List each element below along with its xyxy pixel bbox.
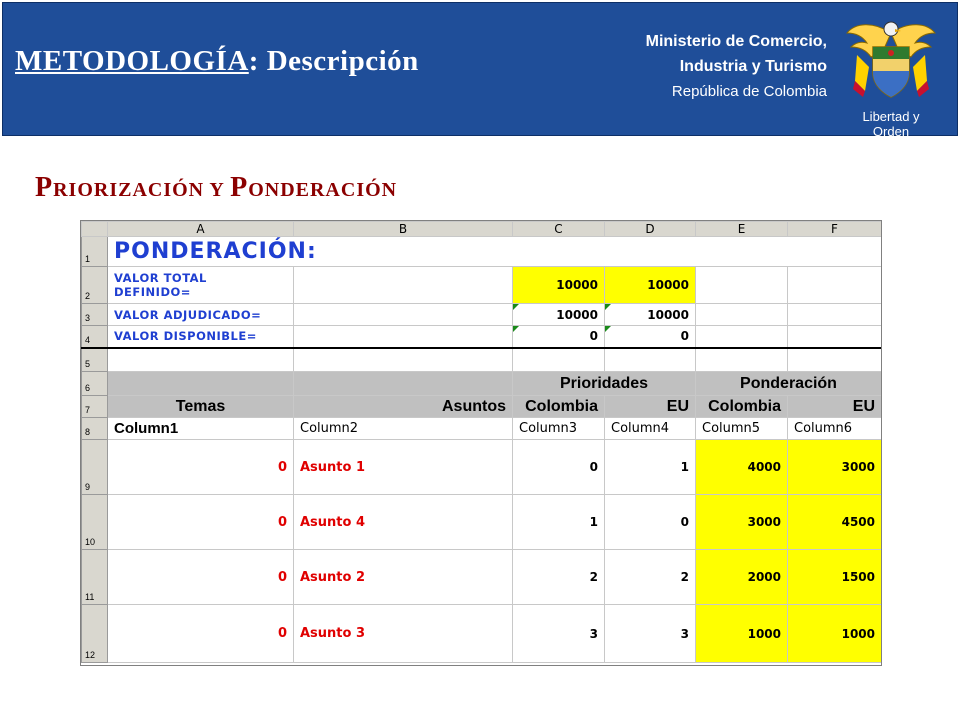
row-header[interactable]: 8: [82, 418, 108, 440]
title-underlined: METODOLOGÍA: [15, 45, 249, 77]
cell-f2[interactable]: [788, 267, 882, 304]
row-header[interactable]: 2: [82, 267, 108, 304]
slide-title: [15, 45, 419, 78]
prioridad-eu-value[interactable]: 0: [605, 495, 696, 550]
column-header-c[interactable]: C: [513, 222, 605, 237]
ponderacion-eu-value[interactable]: 3000: [788, 440, 882, 495]
column-name-4[interactable]: Column4: [605, 418, 696, 440]
valor-adjudicado-colombia[interactable]: 10000: [513, 304, 605, 326]
cell-a6[interactable]: [108, 372, 294, 396]
prioridad-colombia-value[interactable]: 2: [513, 550, 605, 605]
label-valor-disponible[interactable]: VALOR DISPONIBLE=: [108, 326, 294, 348]
row-header[interactable]: 5: [82, 348, 108, 372]
asunto-value[interactable]: Asunto 3: [294, 605, 513, 663]
table-row: [82, 326, 882, 348]
ponderacion-colombia-value[interactable]: 1000: [696, 605, 788, 663]
tema-value[interactable]: 0: [108, 440, 294, 495]
row-header[interactable]: 4: [82, 326, 108, 348]
column-name-1[interactable]: Column1: [108, 418, 294, 440]
cell-b6[interactable]: [294, 372, 513, 396]
column-header-d[interactable]: D: [605, 222, 696, 237]
table-row: [82, 550, 882, 605]
banner-background: [2, 2, 958, 139]
header-asuntos[interactable]: Asuntos: [294, 396, 513, 418]
column-header-row: [82, 222, 882, 237]
label-valor-adjudicado[interactable]: VALOR ADJUDICADO=: [108, 304, 294, 326]
column-name-5[interactable]: Column5: [696, 418, 788, 440]
valor-disponible-colombia[interactable]: 0: [513, 326, 605, 348]
header-prioridad-eu[interactable]: EU: [605, 396, 696, 418]
column-header-a[interactable]: A: [108, 222, 294, 237]
table-row: [82, 495, 882, 550]
tema-value[interactable]: 0: [108, 550, 294, 605]
header-prioridades[interactable]: Prioridades: [513, 372, 696, 396]
heading-part-2: ONDERACIÓN: [248, 179, 398, 201]
coat-of-arms-logo: [843, 11, 939, 139]
seal-caption: Libertad y Orden: [862, 109, 920, 139]
column-header-f[interactable]: F: [788, 222, 882, 237]
ponderacion-colombia-value[interactable]: 3000: [696, 495, 788, 550]
cell-b4[interactable]: [294, 326, 513, 348]
column-header-b[interactable]: B: [294, 222, 513, 237]
ponderacion-title[interactable]: PONDERACIÓN:: [108, 237, 882, 267]
tema-value[interactable]: 0: [108, 495, 294, 550]
prioridad-colombia-value[interactable]: 1: [513, 495, 605, 550]
cell-f3[interactable]: [788, 304, 882, 326]
header-ponderacion-colombia[interactable]: Colombia: [696, 396, 788, 418]
row-header[interactable]: 6: [82, 372, 108, 396]
cell-e2[interactable]: [696, 267, 788, 304]
cell-c5[interactable]: [513, 348, 605, 372]
label-valor-total[interactable]: VALOR TOTAL DEFINIDO=: [108, 267, 294, 304]
prioridad-colombia-value[interactable]: 0: [513, 440, 605, 495]
header-banner: [0, 0, 960, 137]
header-ponderacion-eu[interactable]: EU: [788, 396, 882, 418]
row-header[interactable]: 3: [82, 304, 108, 326]
cell-f5[interactable]: [788, 348, 882, 372]
prioridad-eu-value[interactable]: 2: [605, 550, 696, 605]
spreadsheet: [80, 220, 882, 666]
ponderacion-eu-value[interactable]: 4500: [788, 495, 882, 550]
row-header[interactable]: 11: [82, 550, 108, 605]
cell-b5[interactable]: [294, 348, 513, 372]
row-header[interactable]: 1: [82, 237, 108, 267]
table-row: [82, 304, 882, 326]
row-header[interactable]: 9: [82, 440, 108, 495]
cell-a5[interactable]: [108, 348, 294, 372]
condor-shield-icon: [843, 11, 939, 107]
ministry-name: [646, 30, 827, 103]
title-rest: : Descripción: [248, 45, 419, 77]
table-row: [82, 396, 882, 418]
spreadsheet-grid: [81, 221, 882, 663]
column-name-3[interactable]: Column3: [513, 418, 605, 440]
heading-initial-1: P: [35, 172, 54, 203]
valor-total-colombia[interactable]: 10000: [513, 267, 605, 304]
header-temas[interactable]: Temas: [108, 396, 294, 418]
column-name-6[interactable]: Column6: [788, 418, 882, 440]
prioridad-eu-value[interactable]: 3: [605, 605, 696, 663]
select-all-corner[interactable]: [82, 222, 108, 237]
asunto-value[interactable]: Asunto 4: [294, 495, 513, 550]
prioridad-colombia-value[interactable]: 3: [513, 605, 605, 663]
tema-value[interactable]: 0: [108, 605, 294, 663]
ponderacion-colombia-value[interactable]: 2000: [696, 550, 788, 605]
ponderacion-colombia-value[interactable]: 4000: [696, 440, 788, 495]
table-row: [82, 605, 882, 663]
table-row: [82, 372, 882, 396]
ponderacion-eu-value[interactable]: 1500: [788, 550, 882, 605]
cell-e4[interactable]: [696, 326, 788, 348]
cell-d5[interactable]: [605, 348, 696, 372]
row-header[interactable]: 12: [82, 605, 108, 663]
heading-part-1: RIORIZACIÓN Y: [53, 179, 231, 201]
prioridad-eu-value[interactable]: 1: [605, 440, 696, 495]
section-heading: [35, 172, 397, 204]
row-header[interactable]: 7: [82, 396, 108, 418]
heading-initial-2: P: [230, 172, 249, 203]
ponderacion-eu-value[interactable]: 1000: [788, 605, 882, 663]
table-row: [82, 440, 882, 495]
header-prioridad-colombia[interactable]: Colombia: [513, 396, 605, 418]
cell-e3[interactable]: [696, 304, 788, 326]
column-name-2[interactable]: Column2: [294, 418, 513, 440]
valor-total-eu[interactable]: 10000: [605, 267, 696, 304]
cell-f4[interactable]: [788, 326, 882, 348]
table-row: [82, 267, 882, 304]
ministry-line-3: República de Colombia: [671, 82, 827, 100]
cell-b3[interactable]: [294, 304, 513, 326]
valor-disponible-eu[interactable]: 0: [605, 326, 696, 348]
row-header[interactable]: 10: [82, 495, 108, 550]
asunto-value[interactable]: Asunto 1: [294, 440, 513, 495]
table-row: [82, 418, 882, 440]
table-row: [82, 348, 882, 372]
table-row: [82, 237, 882, 267]
valor-adjudicado-eu[interactable]: 10000: [605, 304, 696, 326]
ministry-line-2: Industria y Turismo: [679, 57, 827, 75]
column-header-e[interactable]: E: [696, 222, 788, 237]
cell-b2[interactable]: [294, 267, 513, 304]
header-ponderacion[interactable]: Ponderación: [696, 372, 882, 396]
asunto-value[interactable]: Asunto 2: [294, 550, 513, 605]
cell-e5[interactable]: [696, 348, 788, 372]
ministry-line-1: Ministerio de Comercio,: [645, 33, 827, 50]
